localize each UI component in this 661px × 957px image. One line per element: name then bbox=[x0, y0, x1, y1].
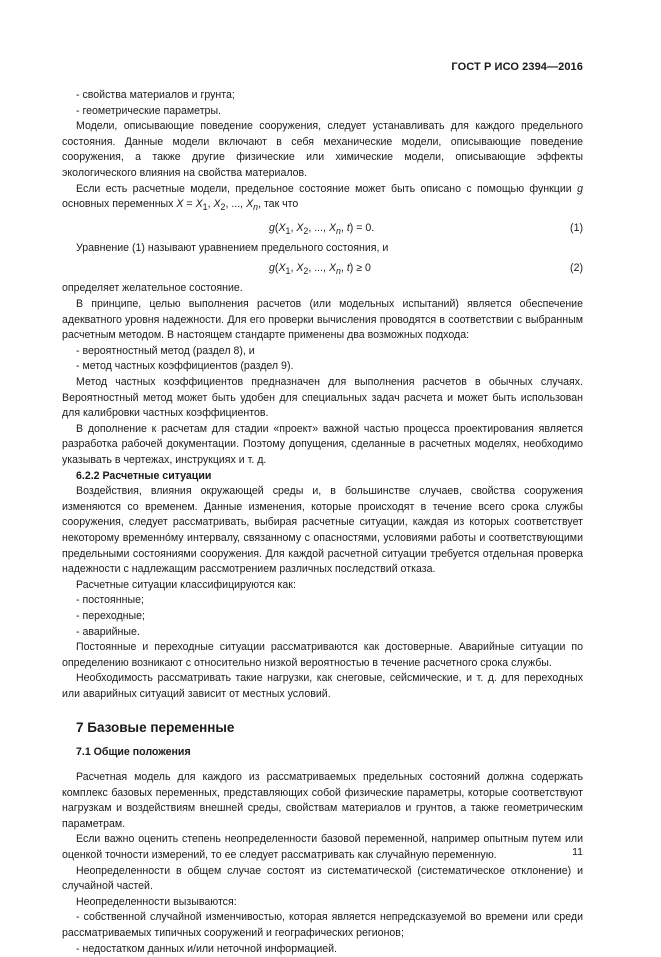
paragraph: Неопределенности в общем случае состоят из систематической (систематическое отклонение) и случайной частей. bbox=[62, 864, 583, 893]
section-heading: 7 Базовые переменные bbox=[76, 720, 235, 736]
formula bbox=[62, 258, 583, 280]
paragraph: Воздействия, влияния окружающей среды и, в большинстве случаев, свойства сооружения изменяются со временем. Данные изменения, которые происходят в течение всего срока службы сооружения, следует рассматривать, выбирая расчетные ситуации, каждая из которых соответствует некоторому временно́му интервалу, связанному с опасностями, условиями работы и соответствующими предельными состояниями сооружения. Для каждой расчетной ситуации требуется отдельная проверка надежности с надлежащим рассмотрением различных последствий отказа. bbox=[62, 485, 583, 576]
paragraph: Метод частных коэффициентов предназначен для выполнения расчетов в обычных случаях. Вероятностный метод может быть удобен для специальных задач расчета и может быть использован для калибровки частных коэффициентов. bbox=[62, 376, 583, 420]
standard-header: ГОСТ Р ИСО 2394—2016 bbox=[451, 61, 583, 73]
document-body bbox=[62, 88, 583, 957]
paragraph: В дополнение к расчетам для стадии «проект» важной частью процесса проектирования является разработка рабочей документации. Поэтому допущения, сделанные в расчетных моделях, необходимо указывать в чертежах, инструкциях и т. д. bbox=[62, 422, 583, 466]
list-item: - недостатком данных и/или неточной информацией. bbox=[76, 942, 337, 955]
list-item: - вероятностный метод (раздел 8), и bbox=[76, 344, 255, 357]
subsection-heading: 6.2.2 Расчетные ситуации bbox=[76, 469, 212, 482]
paragraph: Неопределенности вызываются: bbox=[76, 895, 237, 908]
paragraph: Постоянные и переходные ситуации рассматриваются как достоверные. Аварийные ситуации по определению возникают с относительно низкой вероятностью в течение расчетного срока службы. bbox=[62, 641, 583, 669]
list-item: - аварийные. bbox=[76, 625, 140, 638]
paragraph: В принципе, целью выполнения расчетов (или модельных испытаний) является обеспечение адекватного уровня надежности. Для его проверки вычисления проводятся в соответствии с выбранным расчетным методом. В настоящем стандарте применены два возможных подхода: bbox=[62, 298, 583, 342]
paragraph: Уравнение (1) называют уравнением предельного состояния, и bbox=[76, 241, 389, 254]
page-number: 11 bbox=[572, 846, 583, 858]
paragraph: Необходимость рассматривать такие нагрузки, как снеговые, сейсмические, и т. д. для переходных или аварийных ситуаций зависит от местных условий. bbox=[62, 672, 583, 700]
paragraph: определяет желательное состояние. bbox=[62, 282, 243, 295]
formula-number: (2) bbox=[570, 262, 583, 275]
paragraph: Модели, описывающие поведение сооружения, следует устанавливать для каждого предельного состояния. Данные модели включают в себя механические модели, описывающие поведение сооружения, а также другие физические или химические модели, описывающие эффекты экологического влияния на свойства материалов. bbox=[62, 120, 583, 179]
paragraph: - собственной случайной изменчивостью, которая является непредсказуемой во времени или среди рассматриваемых типичных сооружений и географических регионов; bbox=[62, 911, 583, 940]
paragraph: Расчетные ситуации классифицируются как: bbox=[76, 578, 296, 591]
list-item: - метод частных коэффициентов (раздел 9). bbox=[76, 360, 294, 373]
paragraph: Если важно оценить степень неопределенности базовой переменной, например опытным путем или оценкой точности измерений, то ее следует рассматривать как случайную переменную. bbox=[62, 833, 583, 862]
list-item: - постоянные; bbox=[76, 594, 144, 607]
list-item: - свойства материалов и грунта; bbox=[76, 89, 235, 101]
formula-expression: $g(X_1$, $X_2$, ..., $X_n$, t) = 0. bbox=[269, 221, 375, 236]
subsection-heading: 7.1 Общие положения bbox=[76, 746, 191, 759]
paragraph: Если есть расчетные модели, предельное состояние может быть описано с помощью функции g основных переменных $X = X_1$, $X_2$, ..., $X_n$, так что bbox=[62, 182, 583, 213]
paragraph: Расчетная модель для каждого из рассматриваемых предельных состояний должна содержать комплекс базовых переменных, представляющих собой физические параметры, которые соответствуют нагрузкам и воздействиям внешней среды, свойствам материалов и грунтов, а также геометрическим параметрам. bbox=[62, 771, 583, 830]
formula-number: (1) bbox=[570, 221, 583, 234]
list-item: - геометрические параметры. bbox=[76, 104, 222, 117]
list-item: - переходные; bbox=[76, 609, 145, 622]
formula bbox=[62, 218, 583, 240]
formula-expression: $g(X_1$, $X_2$, ..., $X_n$, t) ≥ 0 bbox=[269, 262, 371, 277]
